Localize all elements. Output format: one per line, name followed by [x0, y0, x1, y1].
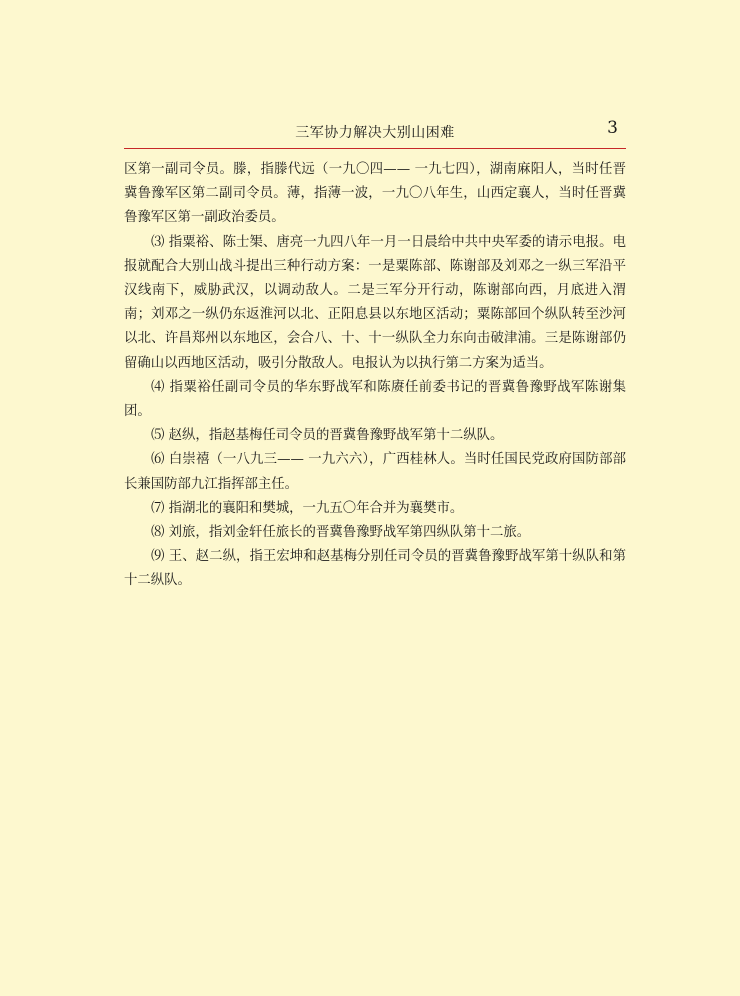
note-4: ⑷ 指粟裕任副司令员的华东野战军和陈赓任前委书记的晋冀鲁豫野战军陈谢集团。 — [124, 379, 626, 420]
note-3: ⑶ 指粟裕、陈士榘、唐亮一九四八年一月一日晨给中共中央军委的请示电报。电报就配合大别山战斗提出三种行动方案：一是粟陈部、陈谢部及刘邓之一纵三军沿平汉线南下，威胁武汉，以调动敌人。二是三军分开行动，陈谢部向西，月底进入渭南；刘邓之一纵仍东返淮河以北、正阳息县以东地区活动；粟陈部回个纵队转至沙河以北、许昌郑州以东地区，会合八、十、十一纵队全力东向击破津浦。三是陈谢部仍留确山以西地区活动，吸引分散敌人。电报认为以执行第二方案为适当。 — [124, 234, 626, 371]
page-number: 3 — [607, 118, 618, 138]
note-9: ⑼ 王、赵二纵，指王宏坤和赵基梅分别任司令员的晋冀鲁豫野战军第十纵队和第十二纵队。 — [124, 549, 626, 589]
notes-body — [124, 158, 626, 594]
note-7: ⑺ 指湖北的襄阳和樊城，一九五〇年合并为襄樊市。 — [151, 500, 464, 516]
running-header — [124, 118, 626, 146]
note-6: ⑹ 白崇禧（一八九三—— 一九六六），广西桂林人。当时任国民党政府国防部部长兼国防部九江指挥部主任。 — [124, 452, 626, 492]
header-rule — [124, 148, 626, 149]
header-title: 三军协力解决大别山困难 — [295, 125, 455, 141]
note-5: ⑸ 赵纵，指赵基梅任司令员的晋冀鲁豫野战军第十二纵队。 — [151, 428, 504, 444]
note-continuation: 区第一副司令员。滕，指滕代远（一九〇四—— 一九七四），湖南麻阳人，当时任晋冀鲁豫军区第二副司令员。薄，指薄一波，一九〇八年生，山西定襄人，当时任晋冀鲁豫军区第一副政治委员。 — [124, 162, 626, 226]
note-8: ⑻ 刘旅，指刘金轩任旅长的晋冀鲁豫野战军第四纵队第十二旅。 — [151, 525, 531, 541]
